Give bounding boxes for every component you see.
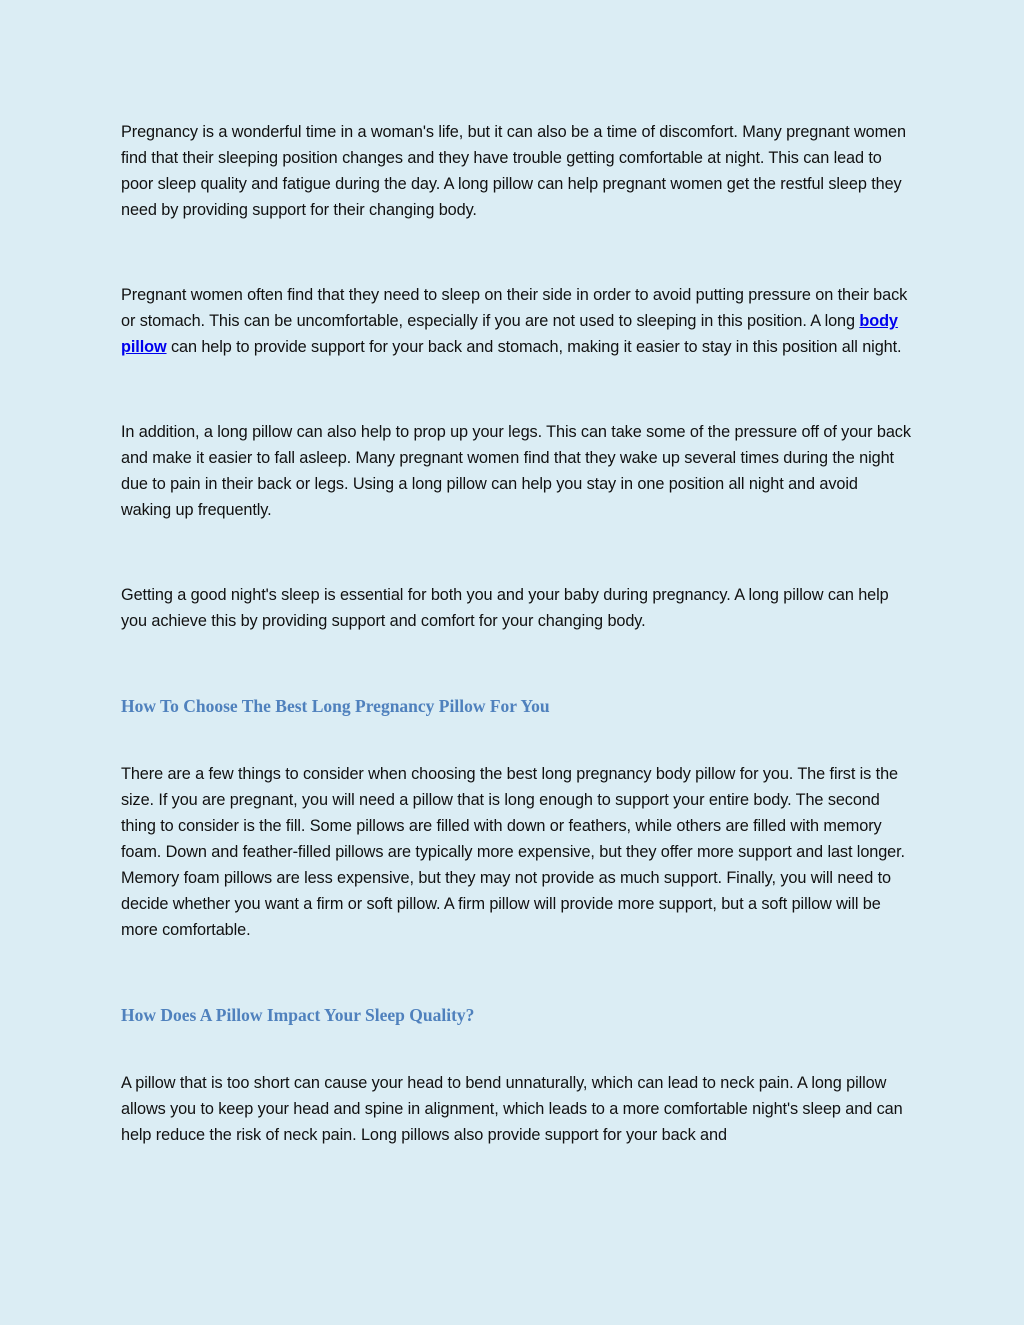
document-page (121, 119, 911, 1148)
paragraph-text: Pregnant women often find that they need to sleep on their side in order to avoid putting pressure on their back or stomach. This can be uncomfortable, especially if you are not used to sleeping in this position. A long (121, 286, 908, 330)
paragraph-legs: In addition, a long pillow can also help to prop up your legs. This can take some of the pressure off of your back and make it easier to fall asleep. Many pregnant women find that they wake up several times during the night due to pain in their back or legs. Using a long pillow can help you stay in one position all night and avoid waking up frequently. (121, 423, 911, 519)
body-pillow-link[interactable]: body pillow (121, 312, 898, 356)
paragraph-side-sleeping (121, 282, 911, 360)
heading-choose-pillow: How To Choose The Best Long Pregnancy Pillow For You (121, 696, 550, 716)
paragraph-intro: Pregnancy is a wonderful time in a woman's life, but it can also be a time of discomfort. Many pregnant women find that their sleeping position changes and they have trouble getting comfortable at night. This can lead to poor sleep quality and fatigue during the day. A long pillow can help pregnant women get the restful sleep they need by providing support for their changing body. (121, 123, 906, 219)
paragraph-choosing: There are a few things to consider when choosing the best long pregnancy body pillow for you. The first is the size. If you are pregnant, you will need a pillow that is long enough to support your entire body. The second thing to consider is the fill. Some pillows are filled with down or feathers, while others are filled with memory foam. Down and feather-filled pillows are typically more expensive, but they offer more support and last longer. Memory foam pillows are less expensive, but they may not provide as much support. Finally, you will need to decide whether you want a firm or soft pillow. A firm pillow will provide more support, but a soft pillow will be more comfortable. (121, 765, 905, 939)
paragraph-good-sleep: Getting a good night's sleep is essential for both you and your baby during pregnancy. A long pillow can help you achieve this by providing support and comfort for your changing body. (121, 586, 889, 630)
heading-sleep-quality: How Does A Pillow Impact Your Sleep Quality? (121, 1005, 475, 1025)
paragraph-pillow-impact: A pillow that is too short can cause your head to bend unnaturally, which can lead to neck pain. A long pillow allows you to keep your head and spine in alignment, which leads to a more comfortable night's sleep and can help reduce the risk of neck pain. Long pillows also provide support for your back and (121, 1074, 903, 1144)
paragraph-text: can help to provide support for your back and stomach, making it easier to stay in this position all night. (166, 338, 902, 356)
